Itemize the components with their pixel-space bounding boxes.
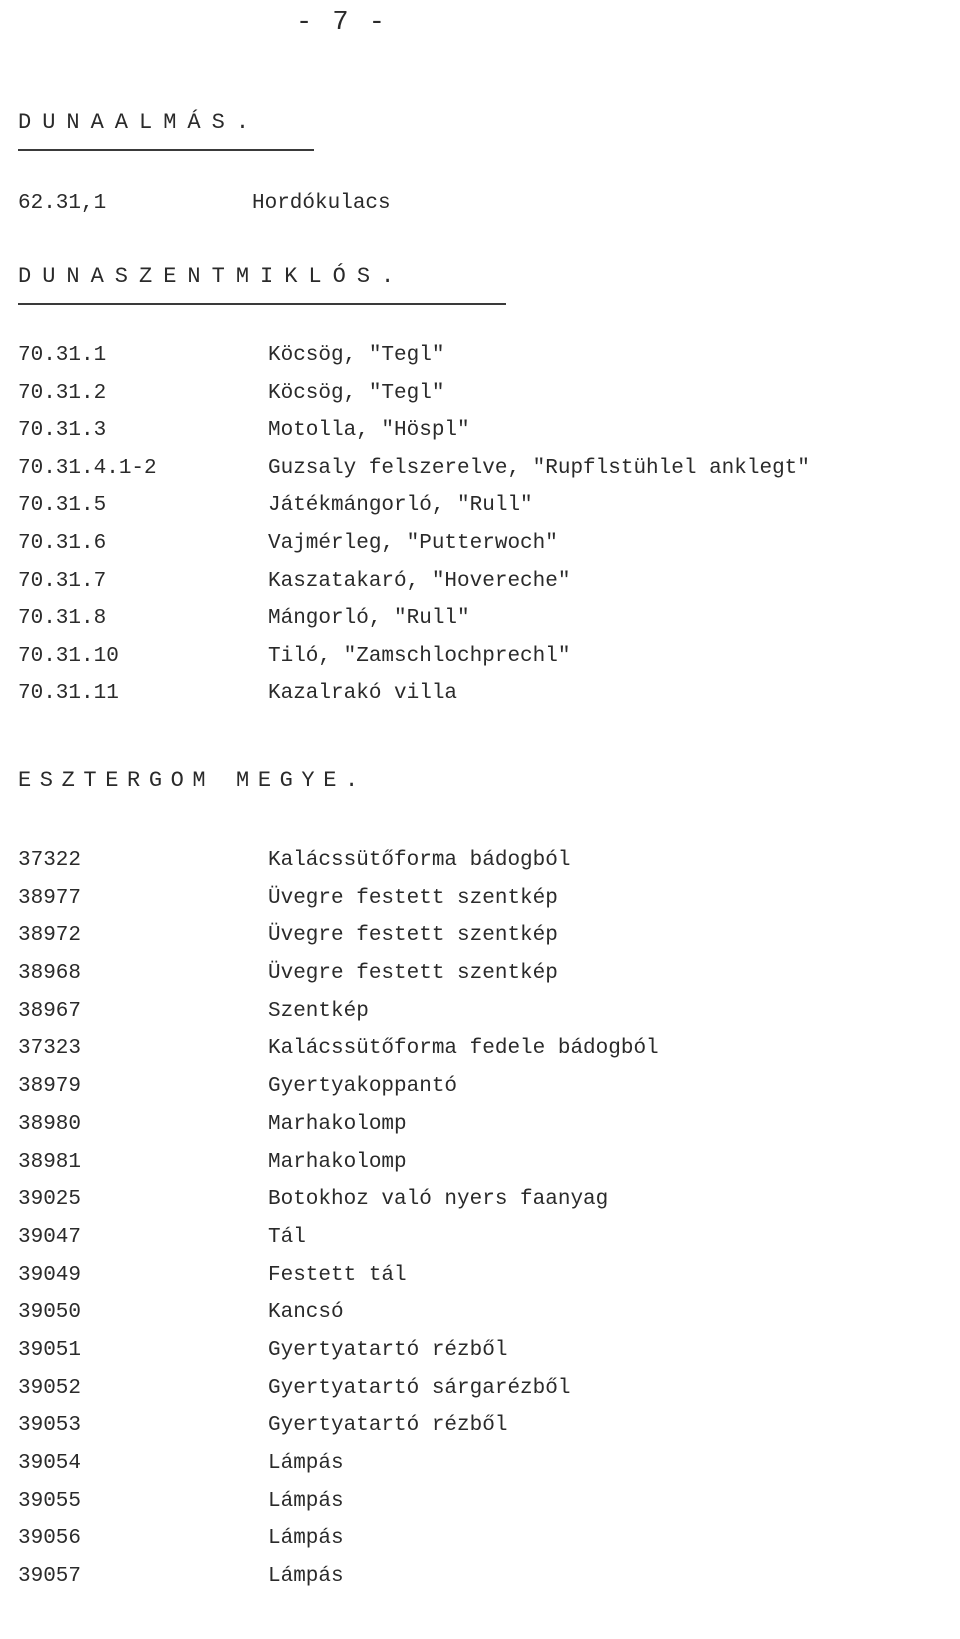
section-heading-dunaszentmiklos: DUNASZENTMIKLÓS. xyxy=(18,264,506,305)
inventory-number: 37322 xyxy=(18,849,82,872)
item-description: Vajmérleg, "Putterwoch" xyxy=(268,531,558,555)
item-description: Marhakolomp xyxy=(268,1150,407,1174)
inventory-number: 39050 xyxy=(18,1301,82,1325)
item-description: Botokhoz való nyers faanyag xyxy=(268,1188,609,1212)
inventory-number: 39057 xyxy=(18,1565,82,1589)
inventory-number: 38979 xyxy=(18,1075,82,1099)
inventory-number: 38980 xyxy=(18,1112,82,1136)
section-heading-esztergom-megye: ESZTERGOM MEGYE. xyxy=(18,768,367,793)
item-description: Szentkép xyxy=(268,999,369,1023)
item-description: Gyertyatartó sárgarézből xyxy=(268,1376,571,1400)
item-description: Üvegre festett szentkép xyxy=(268,886,558,910)
inventory-number: 70.31.6 xyxy=(18,531,107,555)
item-description: Guzsaly felszerelve, "Rupflstühlel anklegt" xyxy=(268,456,810,480)
inventory-number: 38967 xyxy=(18,999,82,1023)
inventory-number: 39056 xyxy=(18,1527,82,1551)
section-heading-dunaalmas: DUNAALMÁS. xyxy=(18,110,314,151)
inventory-number: 39025 xyxy=(18,1188,82,1212)
item-description: Köcsög, "Tegl" xyxy=(268,381,445,405)
item-description: Marhakolomp xyxy=(268,1112,407,1136)
item-description: Hordókulacs xyxy=(252,192,391,215)
item-description: Festett tál xyxy=(268,1263,407,1287)
item-description: Gyertyatartó rézből xyxy=(268,1414,508,1438)
item-description: Lámpás xyxy=(268,1452,344,1475)
item-description: Kazalrakó villa xyxy=(268,682,458,706)
item-description: Lámpás xyxy=(268,1489,344,1513)
item-description: Üvegre festett szentkép xyxy=(268,924,558,948)
inventory-number: 39055 xyxy=(18,1489,82,1513)
item-description: Gyertyatartó rézből xyxy=(268,1338,508,1362)
item-description: Játékmángorló, "Rull" xyxy=(268,494,533,518)
item-description: Motolla, "Höspl" xyxy=(268,419,470,443)
item-description: Köcsög, "Tegl" xyxy=(268,344,445,367)
inventory-number: 39051 xyxy=(18,1338,82,1362)
inventory-number: 70.31.10 xyxy=(18,644,119,668)
inventory-number: 39053 xyxy=(18,1414,82,1438)
item-description: Kalácssütőforma fedele bádogból xyxy=(268,1037,659,1061)
inventory-number: 37323 xyxy=(18,1037,82,1061)
item-description: Üvegre festett szentkép xyxy=(268,962,558,986)
inventory-number: 70.31.3 xyxy=(18,419,107,443)
item-description: Gyertyakoppantó xyxy=(268,1075,458,1099)
item-description: Kalácssütőforma bádogból xyxy=(268,849,571,872)
inventory-number: 70.31.11 xyxy=(18,682,119,706)
item-description: Tál xyxy=(268,1225,306,1249)
inventory-number: 38968 xyxy=(18,962,82,986)
item-description: Lámpás xyxy=(268,1565,344,1589)
item-description: Tiló, "Zamschlochprechl" xyxy=(268,644,571,668)
inventory-number: 39047 xyxy=(18,1225,82,1249)
inventory-number: 70.31.1 xyxy=(18,344,107,367)
inventory-number: 70.31.2 xyxy=(18,381,107,405)
item-description: Mángorló, "Rull" xyxy=(268,607,470,631)
inventory-number: 39054 xyxy=(18,1452,82,1475)
item-description: Kaszatakaró, "Hovereche" xyxy=(268,569,571,593)
inventory-number: 70.31.5 xyxy=(18,494,107,518)
item-description: Lámpás xyxy=(268,1527,344,1551)
item-description: Kancsó xyxy=(268,1301,344,1325)
inventory-number: 38981 xyxy=(18,1150,82,1174)
inventory-number: 70.31.4.1-2 xyxy=(18,456,157,480)
inventory-number: 39052 xyxy=(18,1376,82,1400)
inventory-number: 38977 xyxy=(18,886,82,910)
inventory-number: 70.31.7 xyxy=(18,569,107,593)
inventory-number: 70.31.8 xyxy=(18,607,107,631)
inventory-number: 38972 xyxy=(18,924,82,948)
page-number: - 7 - xyxy=(296,8,388,38)
inventory-number: 62.31,1 xyxy=(18,192,107,215)
inventory-number: 39049 xyxy=(18,1263,82,1287)
